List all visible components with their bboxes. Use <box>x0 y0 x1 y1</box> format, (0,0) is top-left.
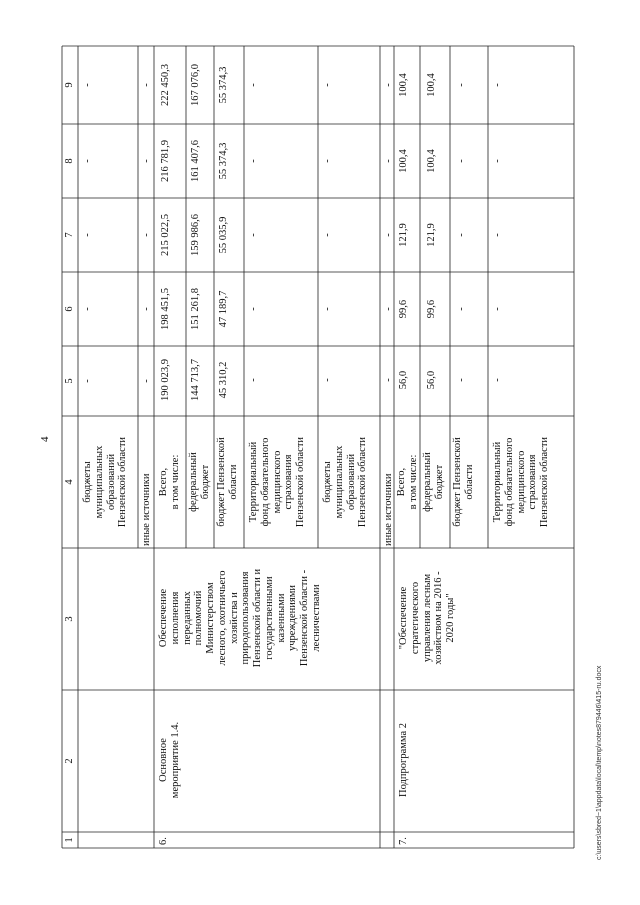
row6-v-0-1: 198 451,5 <box>160 288 171 330</box>
row7-v-3-1: - <box>492 307 503 311</box>
row7-v-2-2: - <box>456 233 467 237</box>
row6-v-0-4: 222 450,3 <box>160 64 171 106</box>
row7-v-0-2: 121,9 <box>398 223 409 247</box>
cont-dash-6: - <box>82 307 93 311</box>
col-header-9: 9 <box>64 82 75 88</box>
row6-v-4-0: - <box>322 378 333 382</box>
row6-v-1-4: 167 076,0 <box>190 64 201 106</box>
row7-v-1-1: 99,6 <box>426 299 437 319</box>
row6-source-other: иные источники <box>383 473 394 546</box>
cont-dash-7: - <box>82 233 93 237</box>
row7-v-2-4: - <box>456 83 467 87</box>
row7-v-2-0: - <box>456 378 467 382</box>
row7-source-regional: бюджет Пензенской области <box>452 437 475 527</box>
cont2-dash-9: - <box>141 83 152 87</box>
col-header-7: 7 <box>64 232 75 238</box>
row7-v-3-4: - <box>492 83 503 87</box>
page-number: 4 <box>39 436 51 442</box>
row7-v-0-0: 56,0 <box>398 370 409 390</box>
row6-v-5-3: - <box>383 159 394 163</box>
cont-source-municipal: бюджеты муниципальных образований Пензенской области <box>82 436 129 528</box>
row6-v-4-3: - <box>322 159 333 163</box>
col-header-6: 6 <box>64 306 75 312</box>
row7-v-1-3: 100,4 <box>426 149 437 173</box>
row6-source-regional: бюджет Пензенской области <box>216 437 239 527</box>
row7-v-0-1: 99,6 <box>398 299 409 319</box>
row7-v-3-0: - <box>492 378 503 382</box>
row7-name: Подпрограмма 2 <box>398 723 409 797</box>
row6-source-fund: Территориальный фонд обязательного медицинского страхования Пензенской области <box>248 436 306 528</box>
row6-v-1-0: 144 713,7 <box>190 359 201 401</box>
row7-v-1-4: 100,4 <box>426 73 437 97</box>
row6-v-3-3: - <box>248 159 259 163</box>
row6-v-2-3: 55 374,3 <box>218 142 229 180</box>
row6-v-5-0: - <box>383 378 394 382</box>
row7-v-1-0: 56,0 <box>426 370 437 390</box>
row6-v-4-4: - <box>322 83 333 87</box>
row7-executor: "Обеспечение стратегического управления лесным хозяйством на 2016 - 2020 годы" <box>398 571 456 665</box>
row7-number: 7. <box>398 837 409 845</box>
row6-v-5-1: - <box>383 307 394 311</box>
col-header-5: 5 <box>64 378 75 384</box>
row6-number: 6. <box>158 837 169 845</box>
col-header-1: 1 <box>64 837 75 843</box>
row7-v-2-1: - <box>456 307 467 311</box>
row6-source-federal: федеральный бюджет <box>188 452 211 512</box>
row6-v-5-4: - <box>383 83 394 87</box>
row6-v-1-3: 161 407,6 <box>190 140 201 182</box>
cont2-dash-8: - <box>141 159 152 163</box>
row7-source-total: Всего, в том числе: <box>396 454 419 510</box>
col-header-4: 4 <box>64 479 75 485</box>
col-header-2: 2 <box>64 758 75 764</box>
row6-v-3-2: - <box>248 233 259 237</box>
col-header-8: 8 <box>64 158 75 164</box>
row7-v-3-2: - <box>492 233 503 237</box>
row7-v-0-4: 100,4 <box>398 73 409 97</box>
row6-v-1-2: 159 986,6 <box>190 214 201 256</box>
row7-source-federal: федеральный бюджет <box>422 452 445 512</box>
row7-v-0-3: 100,4 <box>398 149 409 173</box>
col-header-3: 3 <box>64 616 75 622</box>
row6-v-0-0: 190 023,9 <box>160 359 171 401</box>
row6-executor: Обеспечение исполнения переданных полномочий Министерством лесного, охотничьего хозяйства и природопользования Пензенской области и государственными казенными учреждениями Пензенской области - лесничествами <box>158 568 322 668</box>
row7-source-fund: Территориальный фонд обязательного медицинского страхования Пензенской области <box>492 436 550 528</box>
cont2-dash-5: - <box>141 379 152 383</box>
cont2-dash-6: - <box>141 307 152 311</box>
row7-v-3-3: - <box>492 159 503 163</box>
row6-v-2-2: 55 035,9 <box>218 216 229 254</box>
row6-source-total: Всего, в том числе: <box>158 454 181 510</box>
cont-dash-8: - <box>82 159 93 163</box>
row6-v-3-4: - <box>248 83 259 87</box>
row6-v-3-0: - <box>248 378 259 382</box>
row7-v-1-2: 121,9 <box>426 223 437 247</box>
cont-dash-9: - <box>82 83 93 87</box>
row6-v-2-1: 47 189,7 <box>218 290 229 328</box>
footer-file-path: c:\users\sbred~1\appdata\local\temp\notes879446\415-ru.docx <box>596 665 603 860</box>
cont2-dash-7: - <box>141 233 152 237</box>
row6-v-2-0: 45 310,2 <box>218 361 229 399</box>
row6-source-municipal: бюджеты муниципальных образований Пензенской области <box>322 436 369 528</box>
cont-dash-5: - <box>82 379 93 383</box>
row6-v-5-2: - <box>383 233 394 237</box>
row7-v-2-3: - <box>456 159 467 163</box>
cont-source-other: иные источники <box>141 473 152 546</box>
row6-v-1-1: 151 261,8 <box>190 288 201 330</box>
row6-v-2-4: 55 374,3 <box>218 66 229 104</box>
row6-v-4-2: - <box>322 233 333 237</box>
row6-v-3-1: - <box>248 307 259 311</box>
row6-v-4-1: - <box>322 307 333 311</box>
row6-name: Основное мероприятие 1.4. <box>158 721 181 799</box>
row6-v-0-2: 215 022,5 <box>160 214 171 256</box>
row6-v-0-3: 216 781,9 <box>160 140 171 182</box>
